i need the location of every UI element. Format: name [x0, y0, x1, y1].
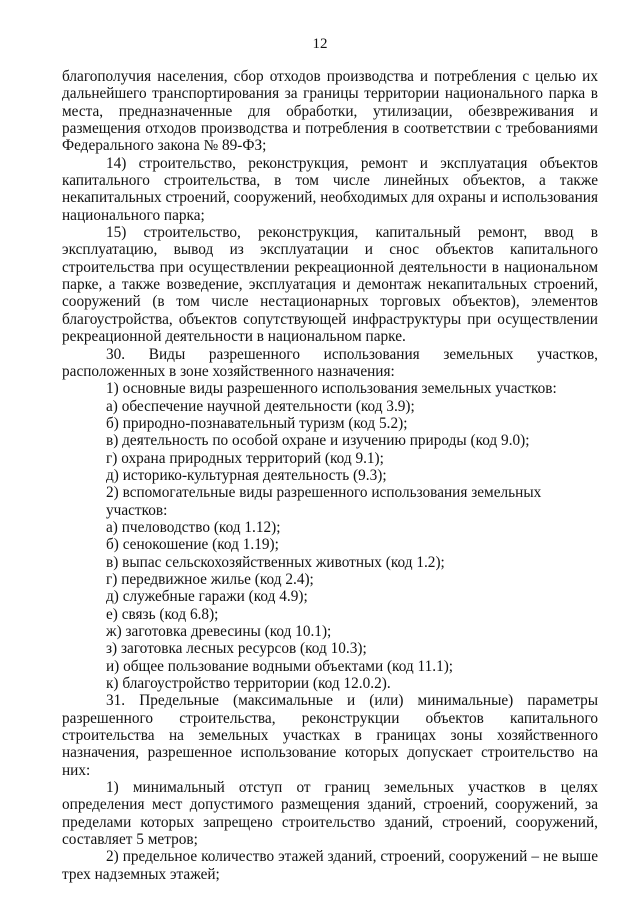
paragraph-continuation: благополучия населения, сбор отходов производства и потребления с целью их дальнейшего транспортирования за границы территории национального парка в места, предназначенные для обработки, утилизации, обезвреживания и размещения отходов производства и потребления в соответствии с требованиями Федерального закона № 89-ФЗ;	[62, 68, 598, 155]
list-item: б) сенокошение (код 1.19);	[106, 536, 279, 554]
list-item: и) общее пользование водными объектами (код 11.1);	[106, 657, 454, 675]
paragraph-section-30: 30. Виды разрешенного использования земельных участков, расположенных в зоне хозяйственного назначения:	[62, 345, 598, 380]
list-item: в) деятельность по особой охране и изучению природы (код 9.0);	[106, 432, 530, 450]
list-item: е) связь (код 6.8);	[106, 605, 219, 623]
page-number: 12	[312, 36, 328, 52]
list-item: д) служебные гаражи (код 4.9);	[106, 588, 308, 606]
list-item: ж) заготовка древесины (код 10.1);	[106, 623, 332, 640]
list-item: в) выпас сельскохозяйственных животных (код 1.2);	[106, 553, 445, 571]
paragraph-item-15: 15) строительство, реконструкция, капитальный ремонт, ввод в эксплуатацию, вывод из эксплуатации и снос объектов капитального строительства при осуществлении рекреационной деятельности в национальном парке, а также возведение, эксплуатация и демонтаж некапитальных строений, сооружений (в том числе нестационарных торговых объектов), элементов благоустройства, объектов сопутствующей инфраструктуры при осуществлении рекреационной деятельности в национальном парке.	[62, 224, 598, 346]
paragraph-section-31: 31. Предельные (максимальные и (или) минимальные) параметры разрешенного строительства, реконструкции объектов капитального строительства на земельных участках в границах зоны хозяйственного назначения, разрешенное использование которых допускает строительство на них:	[62, 692, 598, 779]
list-item: д) историко-культурная деятельность (9.3);	[106, 466, 387, 484]
document-body	[62, 68, 598, 883]
list-heading-main-uses: 1) основные виды разрешенного использования земельных участков:	[106, 380, 557, 398]
list-item: з) заготовка лесных ресурсов (код 10.3);	[106, 640, 367, 658]
list-heading-auxiliary-uses: 2) вспомогательные виды разрешенного использования земельных участков:	[106, 484, 542, 519]
list-item: а) пчеловодство (код 1.12);	[106, 518, 281, 536]
list-item: г) охрана природных территорий (код 9.1);	[106, 449, 384, 467]
paragraph-max-floors: 2) предельное количество этажей зданий, строений, сооружений – не выше трех надземных этажей;	[62, 848, 598, 883]
paragraph-min-setback: 1) минимальный отступ от границ земельных участков в целях определения мест допустимого размещения зданий, строений, сооружений, за пределами которых запрещено строительство зданий, строений, сооружений, составляет 5 метров;	[62, 779, 598, 849]
list-item: к) благоустройство территории (код 12.0.2).	[106, 675, 391, 693]
paragraph-item-14: 14) строительство, реконструкция, ремонт и эксплуатация объектов капитального строительства, в том числе линейных объектов, а также некапитальных строений, сооружений, необходимых для охраны и использования национального парка;	[62, 154, 598, 224]
list-item: а) обеспечение научной деятельности (код 3.9);	[106, 397, 415, 415]
list-item: б) природно-познавательный туризм (код 5.2);	[106, 414, 408, 432]
list-item: г) передвижное жилье (код 2.4);	[106, 570, 314, 588]
